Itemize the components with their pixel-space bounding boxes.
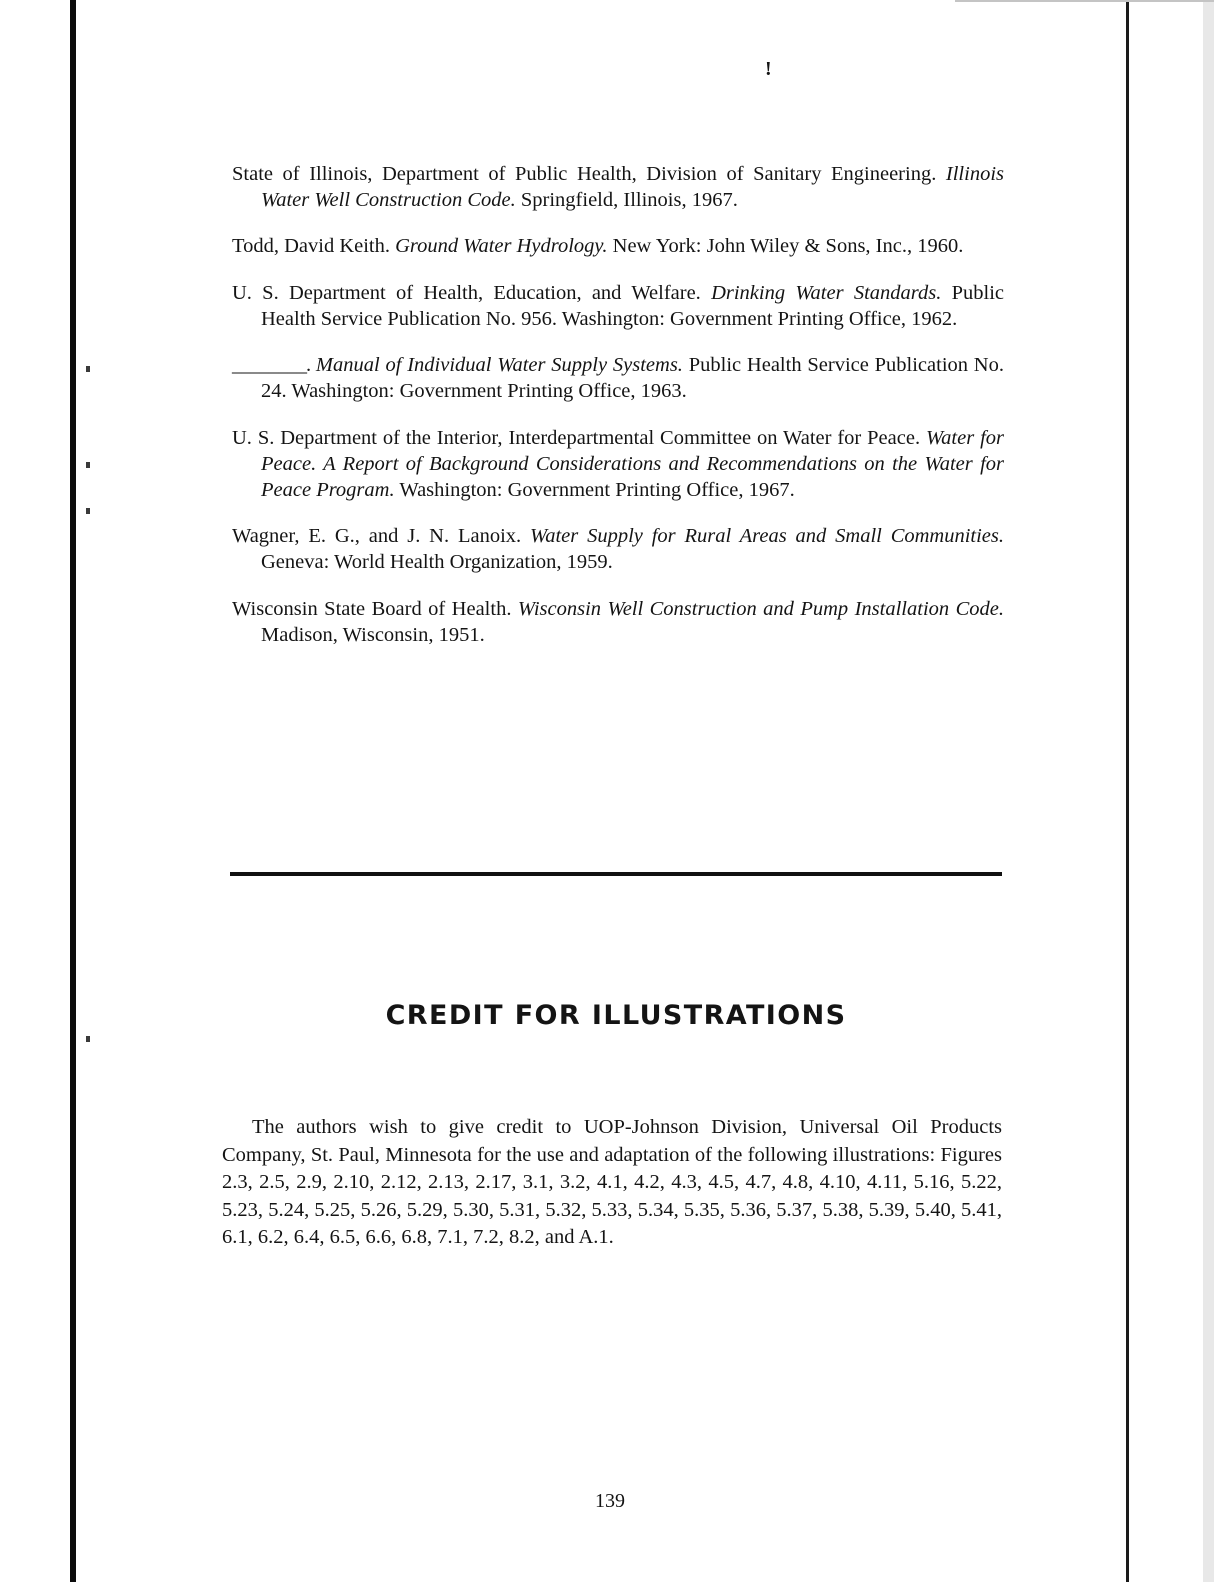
- entry-title: Wisconsin Well Construction and Pump Installation Code.: [517, 597, 1004, 620]
- entry-author: Todd, David Keith.: [232, 235, 390, 257]
- section-title: CREDIT FOR ILLUSTRATIONS: [385, 1000, 847, 1031]
- entry-author: State of Illinois, Department of Public Health, Division of Sanitary Engineering.: [232, 162, 937, 185]
- entry-title: Illinois Water Well Construction Code.: [261, 162, 1004, 211]
- entry-details: Madison, Wisconsin, 1951.: [261, 623, 485, 646]
- entry-title: Manual of Individual Water Supply Systems.: [315, 354, 683, 376]
- scan-left-edge: [70, 0, 76, 1582]
- entry-author-dash: ________.: [232, 354, 311, 376]
- section-divider: [230, 872, 1002, 876]
- entry-title: Water for Peace. A Report of Background Considerations and Recommendations on the Water for Peace Program.: [261, 426, 1004, 501]
- margin-speck: [86, 1036, 90, 1042]
- entry-author: U. S. Department of the Interior, Interdepartmental Committee on Water for Peace.: [232, 426, 921, 449]
- scan-right-edge: [1126, 0, 1129, 1582]
- entry-author: Wagner, E. G., and J. N. Lanoix.: [232, 525, 522, 547]
- entry-details: Washington: Government Printing Office, 1967.: [399, 478, 795, 501]
- entry-details: Public Health Service Publication No. 956. Washington: Government Printing Office, 1962.: [261, 281, 1005, 330]
- bibliography-entry: [232, 161, 1004, 213]
- entry-details: Springfield, Illinois, 1967.: [520, 188, 738, 211]
- margin-speck: [86, 366, 90, 372]
- bibliography-entry: [232, 523, 1004, 575]
- entry-title: Water Supply for Rural Areas and Small Communities.: [530, 525, 1005, 547]
- entry-author: U. S. Department of Health, Education, and Welfare.: [232, 281, 701, 304]
- margin-speck: [86, 508, 90, 514]
- scan-top-mark: [955, 0, 1214, 2]
- bibliography-list: [232, 140, 1004, 663]
- margin-speck: [86, 462, 90, 468]
- top-mark: !: [765, 58, 772, 80]
- entry-details: Public Health Service Publication No. 24. Washington: Government Printing Office, 1963.: [261, 354, 1004, 402]
- entry-title: Ground Water Hydrology.: [395, 235, 608, 257]
- bibliography-entry: [232, 425, 1004, 503]
- bibliography-entry: [232, 280, 1004, 332]
- bibliography-entry: [232, 352, 1004, 404]
- entry-details: Geneva: World Health Organization, 1959.: [261, 551, 613, 573]
- page-number: 139: [595, 1490, 625, 1512]
- bibliography-entry: [232, 233, 1004, 259]
- scan-right-margin: [1203, 0, 1214, 1582]
- entry-details: New York: John Wiley & Sons, Inc., 1960.: [612, 235, 964, 257]
- entry-author: Wisconsin State Board of Health.: [232, 597, 512, 620]
- entry-title: Drinking Water Standards.: [711, 281, 942, 304]
- bibliography-entry: [232, 596, 1004, 648]
- credit-paragraph: The authors wish to give credit to UOP-Johnson Division, Universal Oil Products Company, St. Paul, Minnesota for the use and adaptation of the following illustrations: Figures 2.3, 2.5, 2.9, 2.10, 2.12, 2.13, 2.17, 3.1, 3.2, 4.1, 4.2, 4.3, 4.5, 4.7, 4.8, 4.10, 4.11, 5.16, 5.22, 5.23, 5.24, 5.25, 5.26, 5.29, 5.30, 5.31, 5.32, 5.33, 5.34, 5.35, 5.36, 5.37, 5.38, 5.39, 5.40, 5.41, 6.1, 6.2, 6.4, 6.5, 6.6, 6.8, 7.1, 7.2, 8.2, and A.1.: [222, 1116, 1002, 1248]
